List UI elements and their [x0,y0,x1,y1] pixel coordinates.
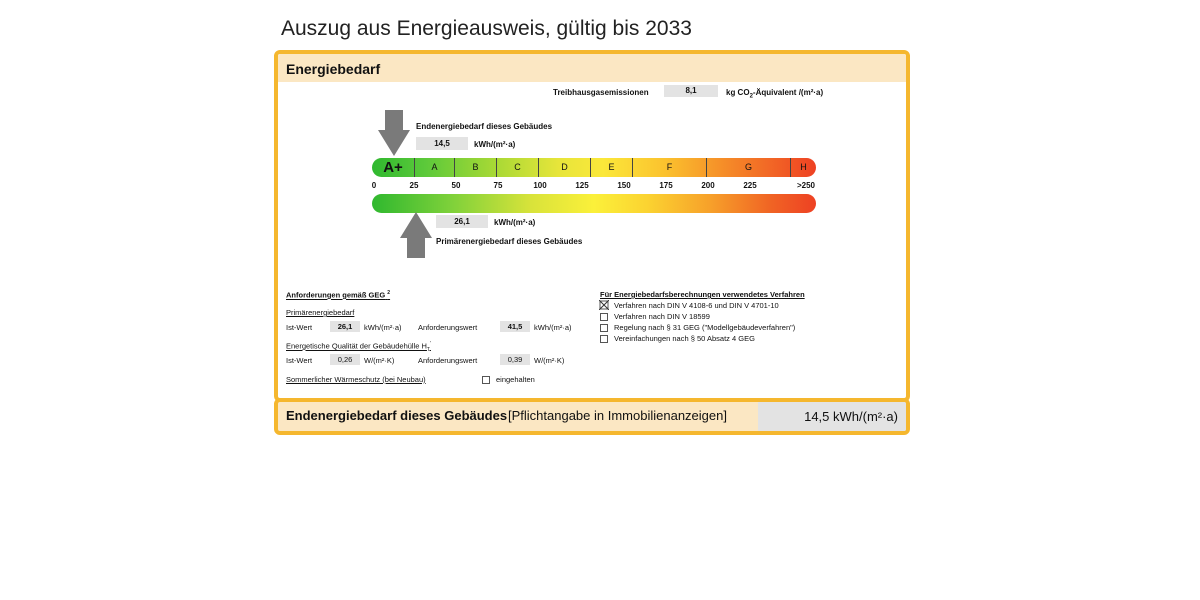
class-e: E [590,158,632,177]
class-h: H [790,158,816,177]
method-checkbox[interactable] [600,335,608,343]
tick-label: 200 [701,181,715,190]
primary-energy-label: Primärenergiebedarf dieses Gebäudes [436,237,583,246]
card-header: Energiebedarf [278,54,906,82]
footer-label: Endenergiebedarf dieses Gebäudes [286,408,508,423]
footer-value: 14,5 kWh/(m²·a) [758,402,906,431]
footer-note: [Pflichtangabe in Immobilienanzeigen] [508,408,727,423]
req-label: Anforderungswert [418,323,478,332]
method-item-label: Vereinfachungen nach § 50 Absatz 4 GEG [614,334,755,343]
emissions-label: Treibhausgasemissionen [553,88,649,97]
tick-label: 150 [617,181,631,190]
tick-label: 100 [533,181,547,190]
class-a: A [414,158,454,177]
summer-label: Sommerlicher Wärmeschutz (bei Neubau) [286,375,426,384]
page-title: Auszug aus Energieausweis, gültig bis 2033 [281,17,692,40]
tick-label: 225 [743,181,757,190]
method-item-label: Regelung nach § 31 GEG ("Modellgebäudeverfahren") [614,323,796,332]
primary-energy-value: 26,1 [436,215,488,228]
env-req-label: Anforderungswert [418,356,478,365]
envelope-heading: Energetische Qualität der Gebäudehülle $H_T'$ [286,341,431,353]
emissions-value: 8,1 [664,85,718,97]
class-f: F [632,158,706,177]
end-energy-unit: kWh/(m²·a) [474,140,516,149]
tick-label: 25 [409,181,419,190]
tick-label: 50 [451,181,461,190]
class-g: G [706,158,790,177]
method-checkbox[interactable] [600,324,608,332]
req-unit: kWh/(m²·a) [534,323,572,332]
primary-energy-gradient-bar [372,194,816,213]
tick-label: 75 [493,181,503,190]
tick-label: 175 [659,181,673,190]
class-d: D [538,158,590,177]
end-energy-arrow-icon [377,110,411,158]
methods-heading: Für Energiebedarfsberechnungen verwendetes Verfahren [600,290,805,299]
ist-value: 26,1 [330,321,360,332]
method-checkbox[interactable] [600,313,608,321]
class-a-plus: A+ [383,159,403,176]
energy-certificate-card [274,50,910,402]
env-req-value: 0,39 [500,354,530,365]
tick-label: 125 [575,181,589,190]
class-c: C [496,158,538,177]
summer-checkbox[interactable] [482,376,490,384]
summer-check-label: eingehalten [496,375,535,384]
ist-label: Ist-Wert [286,323,313,332]
end-energy-value: 14,5 [416,137,468,150]
primary-energy-arrow-icon [399,212,433,260]
env-ist-label: Ist-Wert [286,356,313,365]
env-ist-value: 0,26 [330,354,360,365]
class-b: B [454,158,496,177]
primary-requirement-heading: Primärenergiebedarf [286,308,355,317]
emissions-unit: kg $CO_2$-Äquivalent /(m²·a) [726,88,824,100]
req-value: 41,5 [500,321,530,332]
method-checkbox-checked[interactable] [599,300,609,310]
method-item-label: Verfahren nach DIN V 18599 [614,312,710,321]
requirements-heading: Anforderungen gemäß GEG $^2$ [286,290,391,300]
tick-label: >250 [796,181,816,190]
env-ist-unit: W/(m²·K) [364,356,395,365]
env-req-unit: W/(m²·K) [534,356,565,365]
end-energy-label: Endenergiebedarf dieses Gebäudes [416,122,553,131]
primary-energy-unit: kWh/(m²·a) [494,218,536,227]
end-energy-footer [274,398,910,435]
tick-label: 0 [371,181,377,190]
method-item-label: Verfahren nach DIN V 4108-6 und DIN V 4701-10 [614,301,779,310]
ist-unit: kWh/(m²·a) [364,323,402,332]
